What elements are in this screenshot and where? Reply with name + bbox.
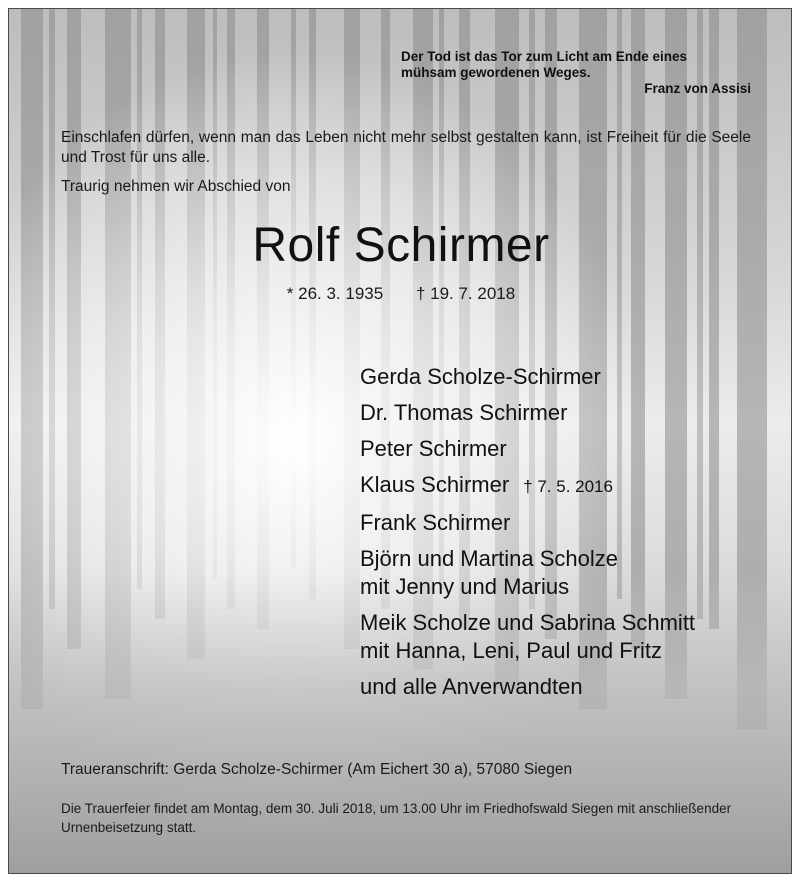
intro-text: Einschlafen dürfen, wenn man das Leben nicht mehr selbst gestalten kann, ist Freiheit für die Seele und Trost für uns alle. xyxy=(61,129,751,166)
mourning-address: Traueranschrift: Gerda Scholze-Schirmer (Am Eichert 30 a), 57080 Siegen xyxy=(61,761,573,778)
family-member-line: Peter Schirmer xyxy=(360,436,507,461)
life-dates xyxy=(8,284,792,304)
quote-line-2: mühsam gewordenen Weges. xyxy=(401,65,591,80)
family-member-line: Frank Schirmer xyxy=(360,510,511,535)
family-member xyxy=(360,609,695,665)
family-member xyxy=(360,399,695,427)
family-member-line: Dr. Thomas Schirmer xyxy=(360,400,568,425)
quote-author: Franz von Assisi xyxy=(644,81,751,96)
family-member-line: Klaus Schirmer xyxy=(360,472,510,497)
family-member-line: Meik Scholze und Sabrina Schmitt xyxy=(360,610,696,635)
family-member-line: und alle Anverwandten xyxy=(360,674,583,699)
family-member-line: mit Hanna, Leni, Paul und Fritz xyxy=(360,638,663,663)
quote-block xyxy=(401,49,751,97)
obituary-frame xyxy=(8,8,792,874)
death-date: † 19. 7. 2018 xyxy=(415,284,516,303)
farewell-text: Traurig nehmen wir Abschied von xyxy=(61,178,291,195)
family-member-line-wrap xyxy=(360,471,695,501)
birth-date: * 26. 3. 1935 xyxy=(286,284,384,303)
family-member-line: Björn und Martina Scholze xyxy=(360,546,619,571)
family-member xyxy=(360,363,695,391)
deceased-name: Rolf Schirmer xyxy=(252,219,550,272)
funeral-notice: Die Trauerfeier findet am Montag, dem 30. Juli 2018, um 13.00 Uhr im Friedhofswald Siegen mit anschließender Urnenbeisetzung statt. xyxy=(61,801,732,835)
family-member xyxy=(360,545,695,601)
family-member-line: Gerda Scholze-Schirmer xyxy=(360,364,601,389)
family-member-death-date: † 7. 5. 2016 xyxy=(523,477,613,496)
quote-line-1: Der Tod ist das Tor zum Licht am Ende eines xyxy=(401,49,688,64)
family-list xyxy=(360,363,695,709)
family-member xyxy=(360,509,695,537)
family-member-line: mit Jenny und Marius xyxy=(360,574,570,599)
family-member xyxy=(360,673,695,701)
family-member xyxy=(360,435,695,463)
family-member xyxy=(360,471,695,501)
